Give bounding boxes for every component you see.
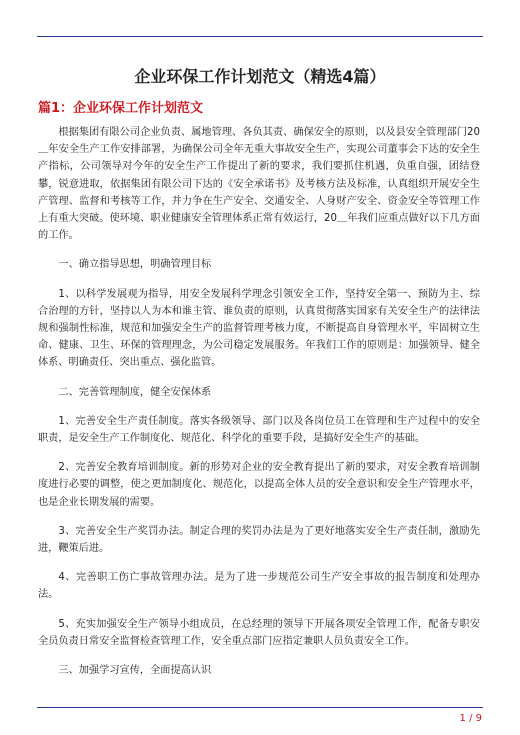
section-heading-1: 一、确立指导思想，明确管理目标 <box>58 259 212 271</box>
body-paragraph: 3、完善安全生产奖罚办法。制定合理的奖罚办法是为了更好地落实安全生产责任制，激励先进，鞭策后进。 <box>38 525 480 555</box>
page-number: 1 / 9 <box>459 713 482 724</box>
section-heading: 篇1：企业环保工作计划范文 <box>38 101 204 116</box>
body-paragraph: 根据集团有限公司企业负责、属地管理、各负其责、确保安全的原则，以及县安全管理部门20＿年安全生产工作安排部署，为确保公司全年无重大事故安全生产，实现公司董事会下达的安全生产指标，公司领导对今年的安全生产工作提出了新的要求，我们要抓住机遇，负重自强，团结登攀，锐意进取，依据集团有限公司下达的《安全承诺书》及考核方法及标准，认真组织开展安全生产管理、监督和考核等工作，并力争在生产安全、交通安全、人身财产安全、资金安全等管理工作上有重大突破。使环境、职业健康安全管理体系正常有效运行，20＿年我们应重点做好以下几方面的工作。 <box>38 127 480 242</box>
header-rule <box>37 36 483 37</box>
body-paragraph: 5、充实加强安全生产领导小组成员，在总经理的领导下开展各项安全管理工作，配备专职安全员负责日常安全监督检查管理工作，安全重点部门应指定兼职人员负责安全工作。 <box>38 618 480 647</box>
body-paragraph: 4、完善职工伤亡事故管理办法。是为了进一步规范公司生产安全事故的报告制度和处理办法。 <box>38 572 480 601</box>
document-body <box>38 124 480 691</box>
footer-rule <box>37 707 483 708</box>
section-heading-2: 二、完善管理制度，健全安保体系 <box>58 386 212 398</box>
section-heading-3: 三、加强学习宣传，全面提高认识 <box>58 665 212 677</box>
body-paragraph: 2、完善安全教育培训制度。新的形势对企业的安全教育提出了新的要求，对安全教育培训制度进行必要的调整，使之更加制度化、规范化，以提高全体人员的安全意识和安全生产管理水平，也是企业长期发展的需要。 <box>38 462 480 508</box>
body-paragraph: 1、完善安全生产责任制度。落实各级领导、部门以及各岗位员工在管理和生产过程中的安全职责，是安全生产工作制度化、规范化、科学化的重要手段，是搞好安全生产的基础。 <box>38 415 480 445</box>
body-paragraph: 1、以科学发展观为指导，用安全发展科学理念引领安全工作，坚持安全第一、预防为主、综合治理的方针，坚持以人为本和谁主管、谁负责的原则，认真贯彻落实国家有关安全生产的法律法规和强制性标准，规范和加强安全生产的监督管理考核力度，不断提高自身管理水平，牢固树立生命、健康、卫生、环保的管理理念，为公司稳定发展服务。年我们工作的原则是：加强领导、健全体系、明确责任、突出重点、强化监管。 <box>38 288 480 369</box>
document-title: 企业环保工作计划范文（精选4篇） <box>134 67 386 86</box>
